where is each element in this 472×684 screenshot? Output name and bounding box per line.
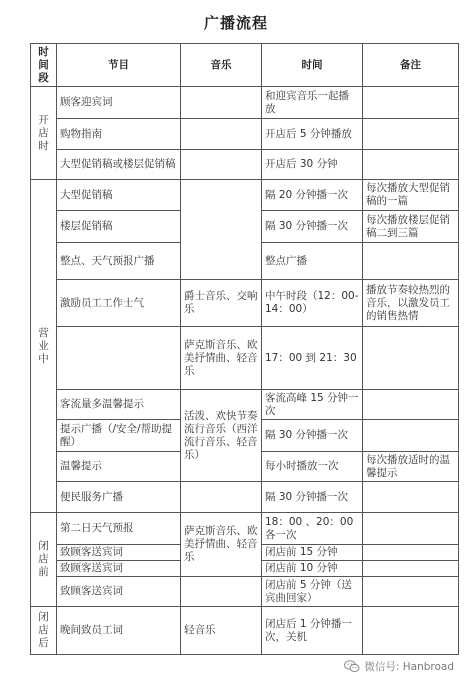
music-cell [181, 150, 262, 180]
note-cell [363, 327, 459, 390]
note-cell [363, 150, 459, 180]
program-cell: 便民服务广播 [57, 482, 181, 513]
header-period: 时间段 [31, 44, 57, 87]
table-row [31, 280, 459, 327]
program-cell: 顾客迎宾词 [57, 87, 181, 119]
time-cell: 隔 30 分钟播一次 [262, 482, 363, 513]
program-cell: 温馨提示 [57, 452, 181, 482]
time-cell: 开店后 30 分钟 [262, 150, 363, 180]
time-cell: 17：00 到 21：30 [262, 327, 363, 390]
time-cell: 开店后 5 分钟播放 [262, 119, 363, 150]
program-cell: 客流量多温馨提示 [57, 390, 181, 420]
table-row [31, 119, 459, 150]
table-row [31, 607, 459, 655]
time-cell: 闭店后 1 分钟播一次，关机 [262, 607, 363, 655]
note-cell [363, 607, 459, 655]
time-cell: 客流高峰 15 分钟一次 [262, 390, 363, 420]
time-cell: 18：00 、20：00 各一次 [262, 513, 363, 545]
note-cell [363, 390, 459, 420]
wechat-icon [344, 660, 360, 673]
program-cell: 大型促销稿或楼层促销稿 [57, 150, 181, 180]
watermark-text: 微信号: Hanbroad [364, 661, 454, 673]
music-cell: 活泼、欢快节奏流行音乐（西洋流行音乐、轻音乐） [181, 390, 262, 482]
time-cell: 整点广播 [262, 243, 363, 280]
table-row [31, 327, 459, 390]
note-cell: 每次播放适时的温馨提示 [363, 452, 459, 482]
time-cell: 闭店前 15 分钟 [262, 545, 363, 561]
program-cell: 整点、天气预报广播 [57, 243, 181, 280]
program-cell: 提示广播（/安全/帮助提醒） [57, 420, 181, 452]
music-cell: 萨克斯音乐、欧美抒情曲、轻音乐 [181, 327, 262, 390]
broadcast-schedule-table [30, 43, 459, 655]
program-cell: 致顾客送宾词 [57, 545, 181, 561]
table-row [31, 390, 459, 420]
music-cell [181, 482, 262, 513]
time-cell: 闭店前 5 分钟（送宾曲回家） [262, 577, 363, 607]
table-row [31, 180, 459, 211]
time-cell: 和迎宾音乐一起播放 [262, 87, 363, 119]
period-cell-business: 营业中 [31, 180, 57, 513]
program-cell: 购物指南 [57, 119, 181, 150]
header-time: 时间 [262, 44, 363, 87]
period-cell-after: 闭店后 [31, 607, 57, 655]
time-cell: 中午时段（12：00-14：00） [262, 280, 363, 327]
program-cell: 致顾客送宾词 [57, 577, 181, 607]
program-cell: 激励员工工作士气 [57, 280, 181, 327]
program-cell [57, 327, 181, 390]
period-cell-open: 开店时 [31, 87, 57, 180]
time-cell: 隔 30 分钟播一次 [262, 420, 363, 452]
header-program: 节目 [57, 44, 181, 87]
note-cell [363, 577, 459, 607]
note-cell [363, 119, 459, 150]
table-row [31, 577, 459, 607]
note-cell [363, 420, 459, 452]
header-music: 音乐 [181, 44, 262, 87]
program-cell: 大型促销稿 [57, 180, 181, 211]
page-title: 广播流程 [203, 14, 268, 32]
note-cell [363, 482, 459, 513]
header-row [31, 44, 459, 87]
note-cell [363, 513, 459, 545]
program-cell: 晚间致员工词 [57, 607, 181, 655]
note-cell: 每次播放楼层促销稿二到三篇 [363, 211, 459, 243]
period-cell-closing: 闭店前 [31, 513, 57, 607]
table-row [31, 482, 459, 513]
table-row [31, 513, 459, 545]
program-cell: 第二日天气预报 [57, 513, 181, 545]
music-cell: 轻音乐 [181, 607, 262, 655]
music-cell [181, 87, 262, 119]
note-cell [363, 561, 459, 577]
note-cell [363, 545, 459, 561]
header-note: 备注 [363, 44, 459, 87]
program-cell: 致顾客送宾词 [57, 561, 181, 577]
table-row [31, 87, 459, 119]
note-cell: 每次播放大型促销稿的一篇 [363, 180, 459, 211]
music-cell [181, 180, 262, 280]
music-cell [181, 119, 262, 150]
time-cell: 闭店前 10 分钟 [262, 561, 363, 577]
time-cell: 每小时播放一次 [262, 452, 363, 482]
table-row [31, 150, 459, 180]
note-cell [363, 243, 459, 280]
music-cell: 爵士音乐、交响乐 [181, 280, 262, 327]
time-cell: 隔 30 分钟播一次 [262, 211, 363, 243]
wechat-watermark [344, 659, 454, 674]
music-cell: 萨克斯音乐、欧美抒情曲、轻音乐 [181, 513, 262, 577]
note-cell [363, 87, 459, 119]
program-cell: 楼层促销稿 [57, 211, 181, 243]
note-cell: 播放节奏较热烈的音乐，以激发员工的销售热情 [363, 280, 459, 327]
time-cell: 隔 20 分钟播一次 [262, 180, 363, 211]
music-cell [181, 577, 262, 607]
